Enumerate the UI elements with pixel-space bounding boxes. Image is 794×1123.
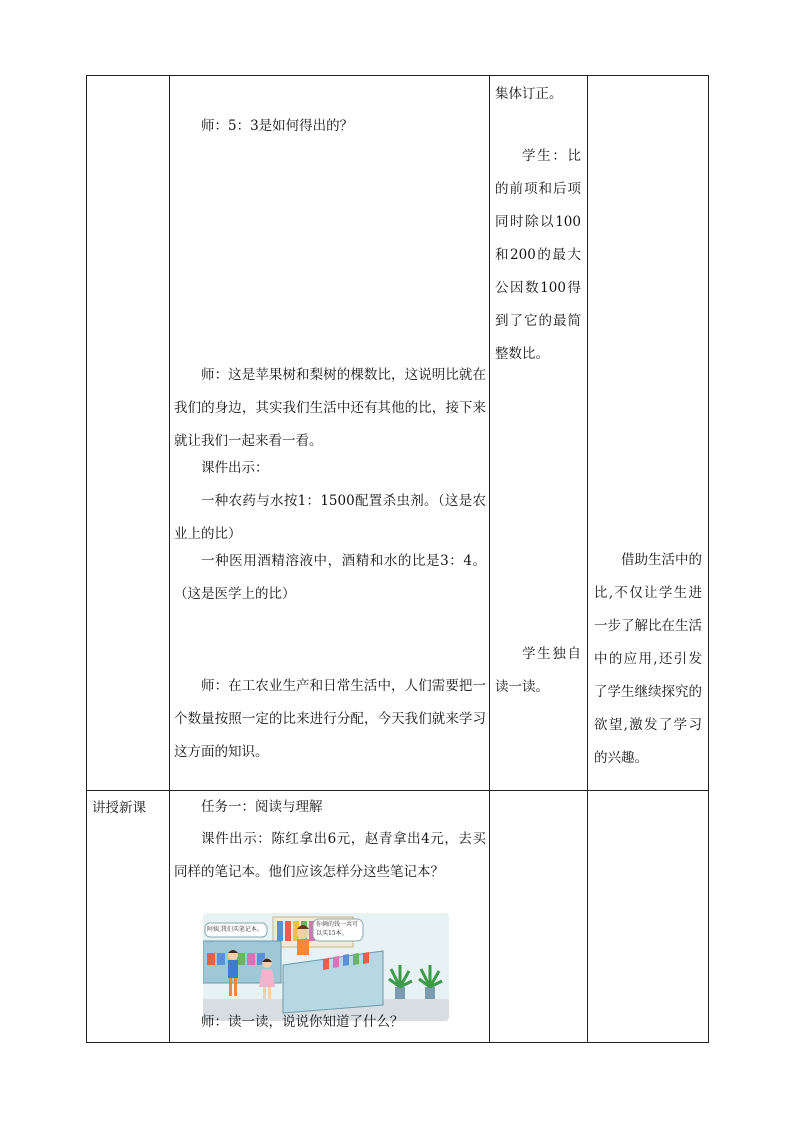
teacher-line: 课件出示：陈红拿出6元，赵青拿出4元，去买同样的笔记本。他们应该怎样分这些笔记本？ (174, 831, 486, 880)
teacher-line: 一种农药与水按1：1500配置杀虫剂。（这是农业上的比） (174, 493, 486, 542)
student-line: 学生：比的前项和后项同时除以100和200的最大公因数100得到了它的最简整数比。 (495, 148, 581, 362)
stationery-shop-illustration (203, 913, 449, 1021)
student-activity-cell (490, 791, 588, 1043)
section-label: 讲授新课 (92, 800, 146, 816)
section-cell (87, 76, 170, 791)
speech-bubble-left: 阿姨,我们买笔记本。 (207, 926, 263, 933)
task-title: 任务一：阅读与理解 (201, 799, 323, 815)
student-line: 学生独自读一读。 (495, 646, 581, 695)
speech-bubble-right: 你俩的钱一共可以买15本。 (316, 921, 359, 937)
teacher-line: 师：这是苹果树和梨树的棵数比，这说明比就在我们的身边，其实我们生活中还有其他的比，接下来就让我们一起来看一看。 (174, 367, 486, 449)
teacher-line: 师：在工农业生产和日常生活中，人们需要把一个数量按照一定的比来进行分配，今天我们就来学习这方面的知识。 (174, 678, 486, 760)
teacher-line: 一种医用酒精溶液中，酒精和水的比是3：4。（这是医学上的比） (174, 553, 486, 602)
teacher-activity-cell (170, 791, 490, 1043)
design-intent-cell (588, 791, 709, 1043)
section-cell (87, 791, 170, 1043)
teacher-activity-cell (170, 76, 490, 791)
table-row (87, 76, 709, 791)
student-activity-cell (490, 76, 588, 791)
teacher-line: 课件出示： (201, 460, 269, 476)
student-line: 集体订正。 (495, 86, 563, 102)
teacher-line: 师：读一读，说说你知道了什么？ (201, 1014, 404, 1030)
design-intent-text: 借助生活中的比,不仅让学生进一步了解比在生活中的应用,还引发了学生继续探究的欲望,激发了学习的兴趣。 (594, 552, 702, 766)
design-intent-cell (588, 76, 709, 791)
table-row (87, 791, 709, 1043)
teacher-line: 师：5：3是如何得出的？ (201, 118, 354, 134)
lesson-plan-table (86, 75, 709, 1043)
